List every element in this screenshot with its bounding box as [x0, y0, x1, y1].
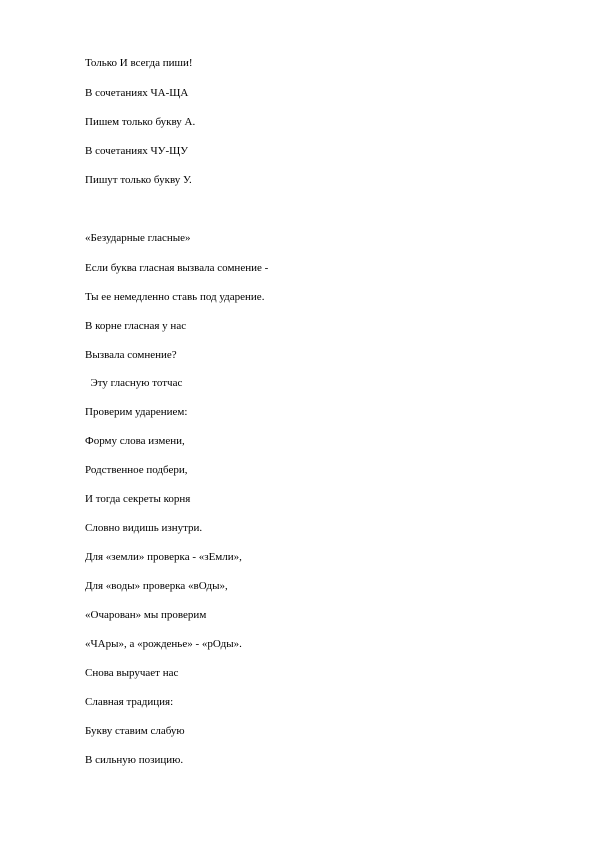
poem-line: Проверим ударением:	[85, 406, 188, 418]
poem-line: В сочетаниях ЧА-ЩА	[85, 87, 189, 99]
poem-line: Родственное подбери,	[85, 464, 188, 476]
poem-line: Славная традиция:	[85, 696, 174, 708]
poem-line: В сочетаниях ЧУ-ЩУ	[85, 145, 188, 157]
poem-line: Для «земли» проверка - «зЕмли»,	[85, 551, 242, 563]
poem-line: «ЧАры», а «рожденье» - «рОды».	[85, 638, 242, 650]
poem-line: Ты ее немедленно ставь под ударение.	[85, 291, 265, 303]
poem-title: «Безударные гласные»	[85, 232, 191, 244]
poem-line: Вызвала сомнение?	[85, 349, 177, 361]
poem-line: Букву ставим слабую	[85, 725, 185, 737]
poem-line: Эту гласную тотчас	[85, 377, 183, 389]
poem-line: В корне гласная у нас	[85, 320, 187, 332]
poem-line: Пишем только букву А.	[85, 116, 196, 128]
poem-line: Только И всегда пиши!	[85, 57, 193, 69]
poem-line: И тогда секреты корня	[85, 493, 191, 505]
poem-line: Если буква гласная вызвала сомнение -	[85, 262, 269, 274]
poem-line: Снова выручает нас	[85, 667, 179, 679]
poem-line: Пишут только букву У.	[85, 174, 192, 186]
poem-line: Форму слова измени,	[85, 435, 185, 447]
poem-line: Для «воды» проверка «вОды»,	[85, 580, 228, 592]
poem-line: Словно видишь изнутри.	[85, 522, 203, 534]
poem-line: В сильную позицию.	[85, 754, 184, 766]
poem-line: «Очарован» мы проверим	[85, 609, 207, 621]
